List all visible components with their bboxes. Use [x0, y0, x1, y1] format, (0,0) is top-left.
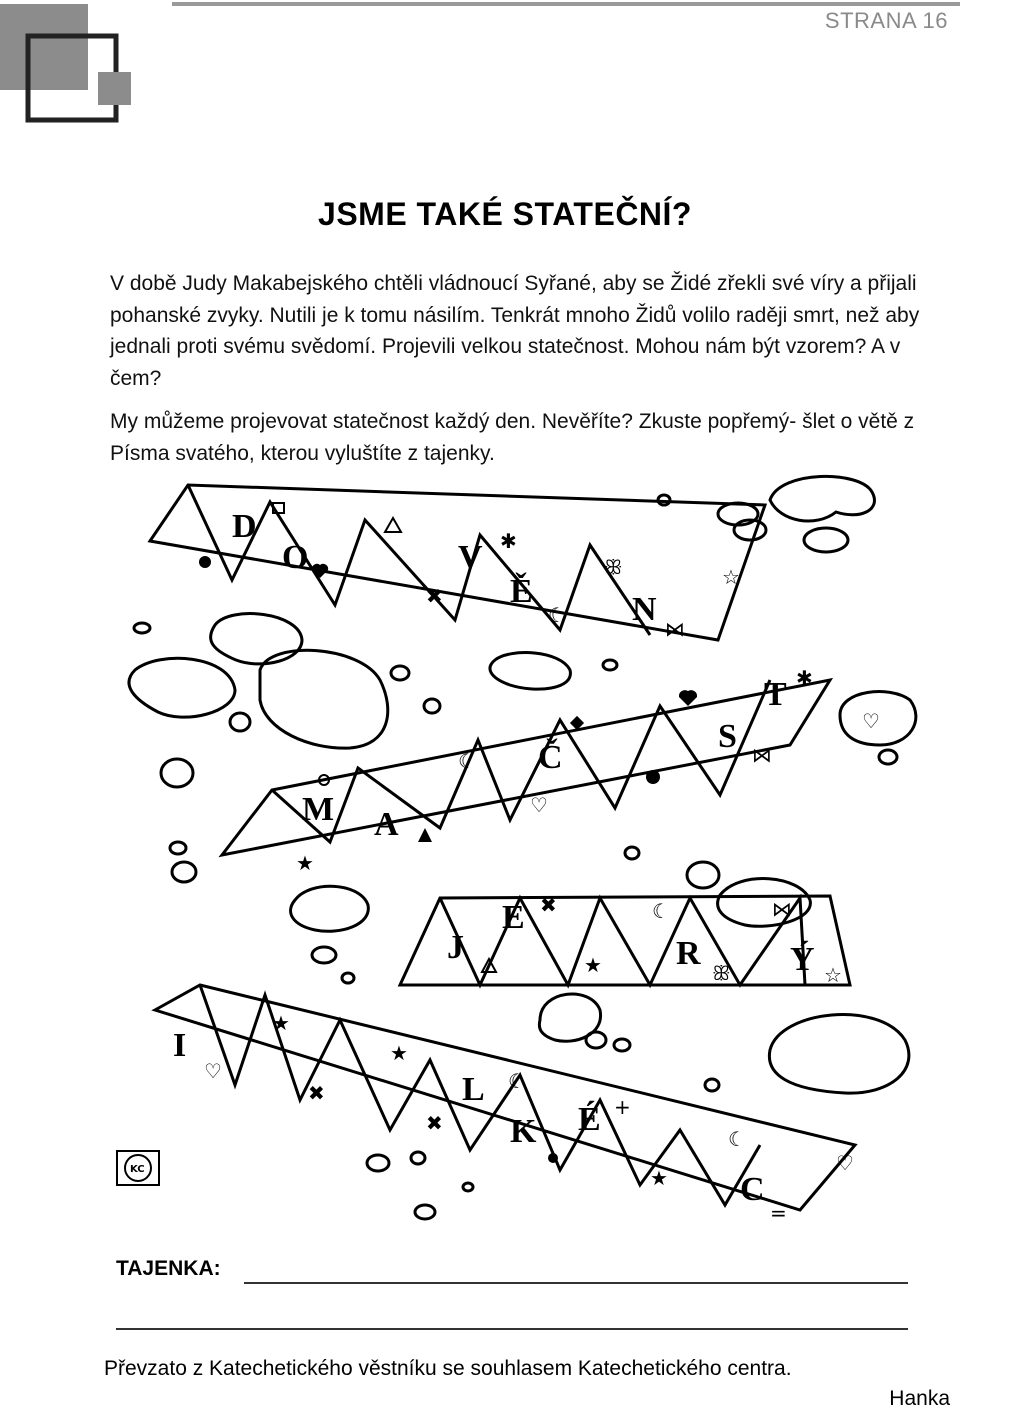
moon-icon: ☾: [508, 1069, 526, 1093]
puzzle-letter: Ě: [510, 573, 533, 610]
puzzle-letter: Č: [538, 739, 563, 776]
puzzle-letter: T: [764, 676, 787, 713]
header-rule: [172, 2, 960, 6]
puzzle-letter: L: [462, 1071, 485, 1108]
puzzle-letter: A: [374, 806, 399, 843]
equals-icon: =: [770, 1201, 787, 1225]
cross-icon: ✖: [308, 1081, 325, 1105]
puzzle-letter: Ý: [790, 941, 815, 978]
butterfly-icon: ꕥ: [712, 961, 731, 985]
star-icon: ★: [650, 1166, 668, 1190]
moon-icon: ☾: [458, 749, 476, 773]
bowtie-icon: ⋈: [665, 617, 685, 641]
bowtie-icon: ⋈: [752, 743, 772, 767]
star-icon: ★: [390, 1041, 408, 1065]
dot-icon: [548, 1153, 558, 1163]
puzzle-letter: C: [740, 1171, 765, 1208]
puzzle-letter: V: [458, 539, 483, 576]
puzzle-letter: O: [282, 539, 309, 576]
heart-outline-icon: ♡: [862, 709, 880, 733]
credit-text: Převzato z Katechetického věstníku se souhlasem Katechetického centra.: [104, 1357, 792, 1380]
answer-line-2[interactable]: [116, 1328, 908, 1330]
bowtie-icon: ⋈: [772, 897, 792, 921]
cross-icon: ✖: [426, 1111, 443, 1135]
intro-paragraph: V době Judy Makabejského chtěli vládnoucí Syřané, aby se Židé zřekli své víry a přijali pohanské zvyky. Nutili je k tomu násilím. Tenkrát mnoho Židů volilo raději smrt, než aby jednali proti svému svědomí. Projevili velkou statečnost. Mohou nám být vzorem? A v čem?: [110, 272, 920, 390]
heart-outline-icon: ♡: [836, 1151, 854, 1175]
star-outline-icon: ☆: [824, 963, 842, 987]
heart-outline-icon: ♡: [530, 793, 548, 817]
triangle-icon: [385, 518, 401, 532]
moon-icon: ☾: [548, 603, 566, 627]
triangle-icon: [418, 828, 432, 842]
triangle-puzzle: [0, 470, 960, 1225]
dot-icon: [646, 770, 660, 784]
star-icon: ✱: [500, 529, 517, 553]
answer-line-1[interactable]: [244, 1282, 908, 1284]
star-icon: ★: [584, 953, 602, 977]
heart-outline-icon: ♡: [204, 1059, 222, 1083]
answer-label: TAJENKA:: [116, 1257, 221, 1280]
plus-icon: +: [614, 1095, 631, 1119]
moon-icon: ☾: [652, 899, 670, 923]
kc-logo-icon: [116, 1150, 160, 1186]
svg-text:KC: KC: [130, 1164, 145, 1175]
puzzle-letter: R: [676, 935, 701, 972]
star-outline-icon: ☆: [722, 565, 740, 589]
puzzle-letter: S: [718, 718, 737, 755]
star-icon: ★: [296, 851, 314, 875]
puzzle-letter: E: [502, 899, 525, 936]
puzzle-letter: J: [447, 929, 464, 966]
author-name: Hanka: [889, 1387, 950, 1410]
page-corner-logo: [0, 0, 140, 130]
puzzle-letter: D: [232, 508, 257, 545]
heart-icon: [679, 690, 697, 706]
star-icon: ★: [272, 1011, 290, 1035]
moon-icon: ☾: [728, 1127, 746, 1151]
butterfly-icon: ꕥ: [604, 555, 623, 579]
page-number: STRANA 16: [824, 8, 948, 33]
puzzle-letter: I: [173, 1027, 187, 1064]
dot-icon: [199, 556, 211, 568]
puzzle-letter: N: [632, 591, 657, 628]
heart-icon: [312, 564, 328, 578]
cross-icon: ✖: [540, 893, 557, 917]
puzzle-letter: K: [510, 1113, 537, 1150]
asterisk-icon: ✱: [796, 666, 813, 690]
page-title: JSME TAKÉ STATEČNÍ?: [318, 196, 692, 232]
instruction-paragraph: My můžeme projevovat statečnost každý den. Nevěříte? Zkuste popřemý- šlet o větě z Písma svatého, kterou vyluštíte z tajenky.: [110, 410, 915, 465]
cross-icon: ✖: [426, 584, 443, 608]
puzzle-letter: M: [302, 791, 335, 828]
puzzle-letter: É: [578, 1101, 601, 1138]
